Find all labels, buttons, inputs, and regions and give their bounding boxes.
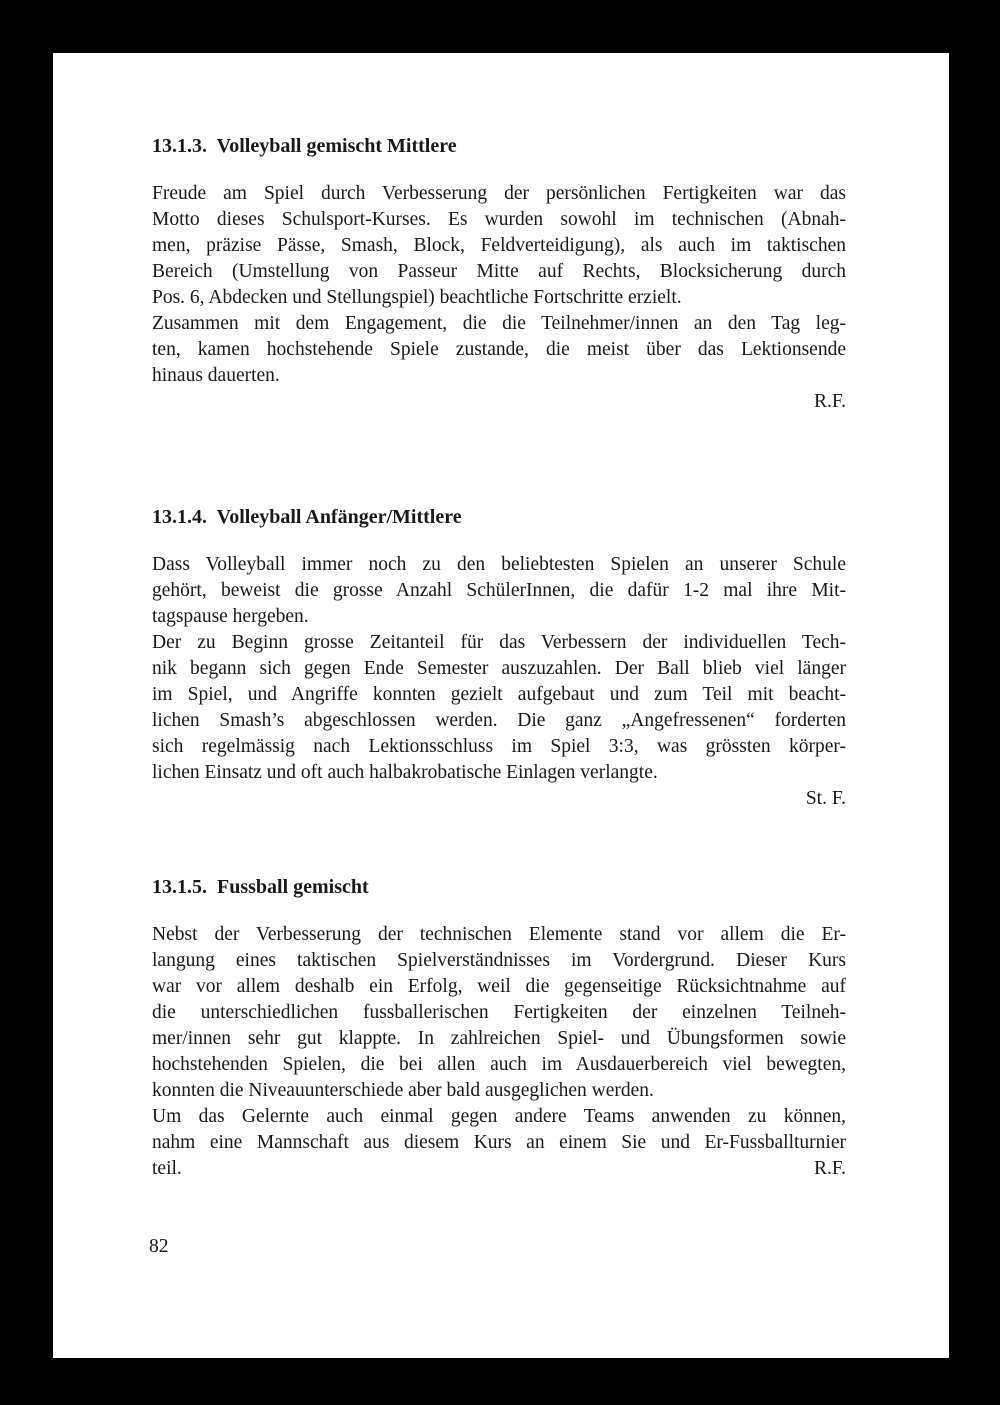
paragraph — [152, 552, 846, 630]
text-line: gehört, beweist die grosse Anzahl SchülerInnen, die dafür 1-2 mal ihre Mit- — [152, 580, 846, 601]
text-line: sich regelmässig nach Lektionsschluss im Spiel 3:3, was grössten körper- — [152, 736, 846, 757]
section-heading: 13.1.4. Volleyball Anfänger/Mittlere — [152, 506, 462, 528]
text-line: Um das Gelernte auch einmal gegen andere Teams anwenden zu können, — [152, 1106, 846, 1127]
paragraph — [152, 311, 846, 389]
text-line: nahm eine Mannschaft aus diesem Kurs an einem Sie und Er-Fussballturnier — [152, 1132, 846, 1153]
section-heading: 13.1.5. Fussball gemischt — [152, 876, 369, 898]
text-line: langung eines taktischen Spielverständnisses im Vordergrund. Dieser Kurs — [152, 950, 846, 971]
text-line: men, präzise Pässe, Smash, Block, Feldverteidigung), als auch im taktischen — [152, 235, 846, 256]
text-line: die unterschiedlichen fussballerischen Fertigkeiten der einzelnen Teilneh- — [152, 1002, 846, 1023]
section-heading: 13.1.3. Volleyball gemischt Mittlere — [152, 135, 457, 157]
text-line: Pos. 6, Abdecken und Stellungspiel) beachtliche Fortschritte erzielt. — [152, 287, 682, 308]
paragraph — [152, 1104, 846, 1182]
text-line: hinaus dauerten. — [152, 365, 280, 386]
paragraph — [152, 922, 846, 1104]
text-line: ten, kamen hochstehende Spiele zustande, die meist über das Lektionsende — [152, 339, 846, 360]
author-signature: R.F. — [813, 1158, 846, 1179]
text-line: nik begann sich gegen Ende Semester auszuzahlen. Der Ball blieb viel länger — [152, 658, 846, 679]
paragraph — [152, 181, 846, 311]
author-signature: St. F. — [805, 788, 846, 809]
section-volleyball-anfaenger-mittlere — [152, 504, 846, 812]
text-line: teil. — [152, 1158, 182, 1179]
text-line: war vor allem deshalb ein Erfolg, weil die gegenseitige Rücksichtnahme auf — [152, 976, 846, 997]
text-line: im Spiel, und Angriffe konnten gezielt aufgebaut und zum Teil mit beacht- — [152, 684, 846, 705]
text-line: Bereich (Umstellung von Passeur Mitte auf Rechts, Blocksicherung durch — [152, 261, 846, 282]
text-line: hochstehenden Spielen, die bei allen auch im Ausdauerbereich viel bewegten, — [152, 1054, 846, 1075]
text-line: Zusammen mit dem Engagement, die die Teilnehmer/innen an den Tag leg- — [152, 313, 846, 334]
text-line: mer/innen sehr gut klappte. In zahlreichen Spiel- und Übungsformen sowie — [152, 1028, 846, 1049]
text-line: Freude am Spiel durch Verbesserung der persönlichen Fertigkeiten war das — [152, 183, 846, 204]
text-line: Dass Volleyball immer noch zu den beliebtesten Spielen an unserer Schule — [152, 554, 846, 575]
page-number: 82 — [149, 1236, 169, 1257]
text-line: Der zu Beginn grosse Zeitanteil für das Verbessern der individuellen Tech- — [152, 632, 846, 653]
section-fussball-gemischt — [152, 874, 846, 1182]
paragraph — [152, 630, 846, 786]
text-line: Motto dieses Schulsport-Kurses. Es wurden sowohl im technischen (Abnah- — [152, 209, 846, 230]
text-line: lichen Einsatz und oft auch halbakrobatische Einlagen verlangte. — [152, 762, 658, 783]
text-line: Nebst der Verbesserung der technischen Elemente stand vor allem die Er- — [152, 924, 846, 945]
section-volleyball-gemischt-mittlere — [152, 133, 846, 415]
text-line: lichen Smash’s abgeschlossen werden. Die ganz „Angefressenen“ forderten — [152, 710, 846, 731]
document-page — [53, 53, 949, 1358]
final-line-with-signature — [152, 1156, 846, 1182]
author-signature: R.F. — [813, 391, 846, 412]
text-line: konnten die Niveauunterschiede aber bald ausgeglichen werden. — [152, 1080, 654, 1101]
text-line: tagspause hergeben. — [152, 606, 309, 627]
